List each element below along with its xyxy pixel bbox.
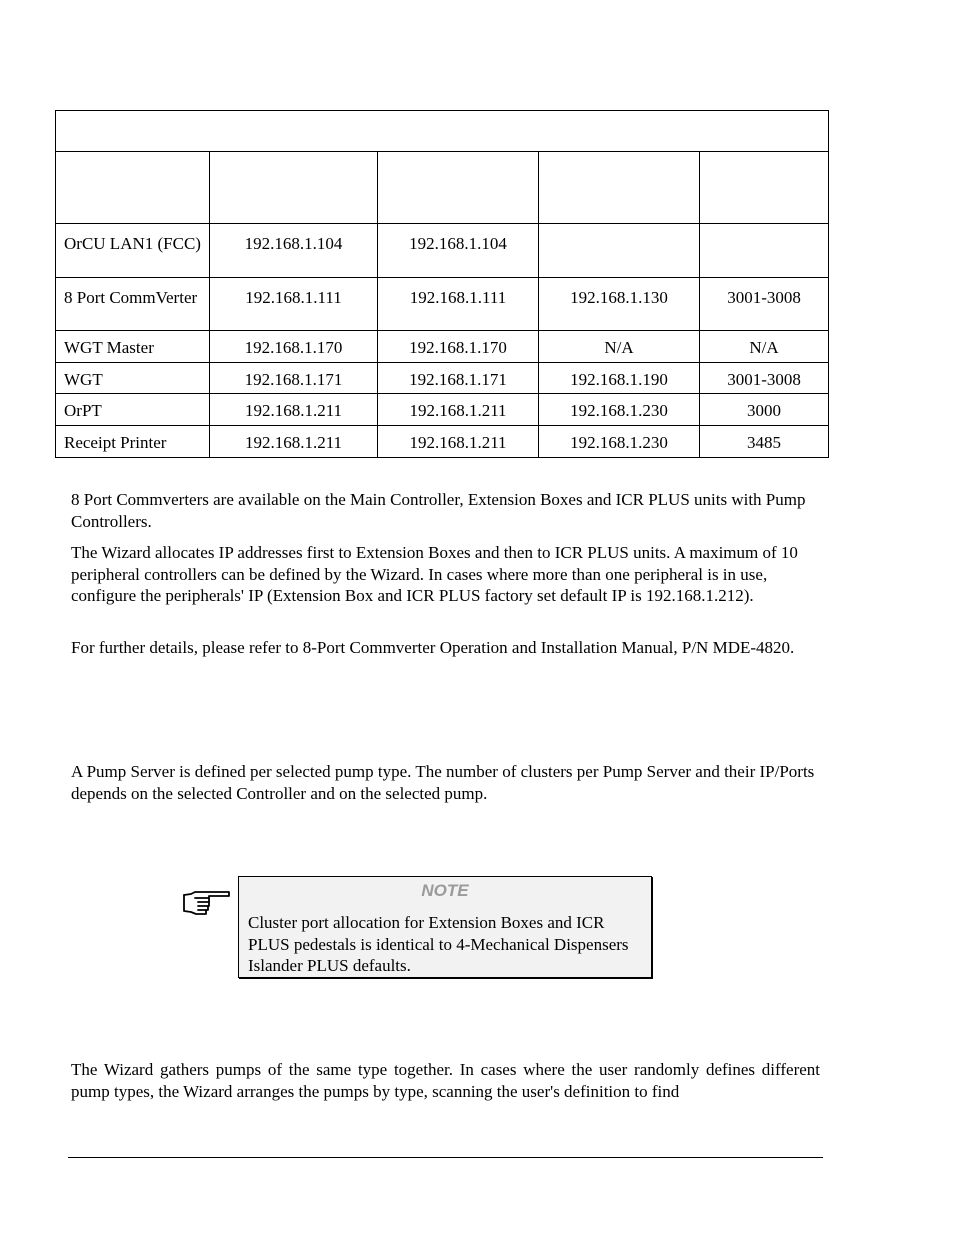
header-cell: [210, 152, 378, 224]
port-cell: 3000: [700, 394, 829, 426]
table-header-row: [56, 152, 829, 224]
pump-server-paragraph: A Pump Server is defined per selected pump type. The number of clusters per Pump Server and their IP/Ports depends on the selected Controller and on the selected pump.: [71, 762, 815, 803]
ip-cell: 192.168.1.171: [210, 363, 378, 394]
ip-cell: 192.168.1.211: [378, 426, 539, 458]
port-cell: 3485: [700, 426, 829, 458]
table-row: [56, 224, 829, 278]
note-text: Cluster port allocation for Extension Boxes and ICR PLUS pedestals is identical to 4-Mechanical Dispensers Islander PLUS defaults.: [248, 913, 629, 975]
wizard-ip-paragraph: The Wizard allocates IP addresses first to Extension Boxes and then to ICR PLUS units. A maximum of 10 peripheral controllers can be defined by the Wizard. In cases where more than one peripheral is in use, configure the peripherals' IP (Extension Box and ICR PLUS factory set default IP is 192.168.1.212).: [71, 543, 798, 605]
device-name: Receipt Printer: [56, 426, 210, 458]
ip-address-table: [55, 110, 829, 458]
port-cell: N/A: [700, 331, 829, 363]
ip-cell: 192.168.1.230: [539, 426, 700, 458]
device-name: 8 Port CommVerter: [56, 278, 210, 331]
table-row: [56, 394, 829, 426]
ip-cell: 192.168.1.111: [378, 278, 539, 331]
port-cell: 3001-3008: [700, 363, 829, 394]
ip-cell: N/A: [539, 331, 700, 363]
footer-divider: [68, 1157, 823, 1158]
note-box: [238, 876, 652, 978]
ip-cell: 192.168.1.130: [539, 278, 700, 331]
port-cell: 3001-3008: [700, 278, 829, 331]
header-cell: [700, 152, 829, 224]
ip-cell: 192.168.1.170: [378, 331, 539, 363]
ip-cell: 192.168.1.104: [210, 224, 378, 278]
ip-cell: 192.168.1.104: [378, 224, 539, 278]
table-row: [56, 278, 829, 331]
header-cell: [56, 152, 210, 224]
table-row: [56, 363, 829, 394]
table-row: [56, 426, 829, 458]
header-cell: [539, 152, 700, 224]
device-name: WGT Master: [56, 331, 210, 363]
table-row: [56, 331, 829, 363]
table-title-cell: [56, 111, 829, 152]
ip-cell: 192.168.1.190: [539, 363, 700, 394]
ip-cell: 192.168.1.211: [378, 394, 539, 426]
port-cell: [700, 224, 829, 278]
ip-cell: 192.168.1.211: [210, 426, 378, 458]
pointing-hand-icon: [182, 889, 232, 917]
header-cell: [378, 152, 539, 224]
ip-cell: 192.168.1.111: [210, 278, 378, 331]
device-name: WGT: [56, 363, 210, 394]
ip-cell: 192.168.1.170: [210, 331, 378, 363]
pump-grouping-paragraph: The Wizard gathers pumps of the same type together. In cases where the user randomly defines different pump types, the Wizard arranges the pumps by type, scanning the user's definition to find: [71, 1060, 820, 1101]
ip-cell: 192.168.1.230: [539, 394, 700, 426]
commverter-paragraph: 8 Port Commverters are available on the Main Controller, Extension Boxes and ICR PLUS units with Pump Controllers.: [71, 490, 806, 531]
device-name: OrPT: [56, 394, 210, 426]
table-title-row: [56, 111, 829, 152]
reference-paragraph: For further details, please refer to 8-Port Commverter Operation and Installation Manual, P/N MDE-4820.: [71, 638, 795, 657]
ip-cell: 192.168.1.211: [210, 394, 378, 426]
ip-cell: [539, 224, 700, 278]
ip-cell: 192.168.1.171: [378, 363, 539, 394]
device-name: OrCU LAN1 (FCC): [56, 224, 210, 278]
note-title: NOTE: [421, 881, 469, 900]
